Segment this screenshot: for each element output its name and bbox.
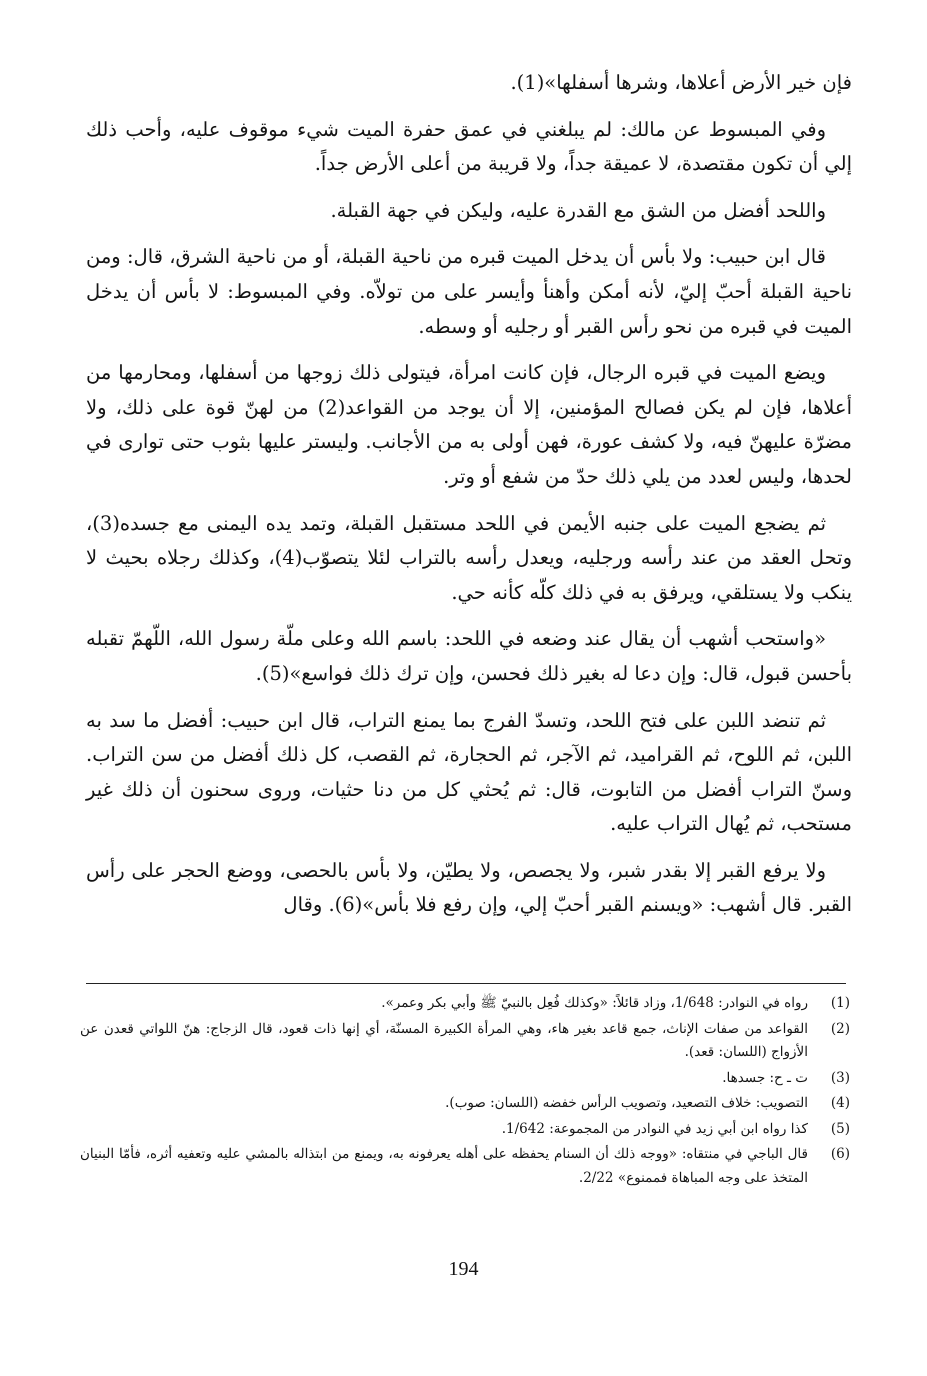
paragraph: ثم يضجع الميت على جنبه الأيمن في اللحد مستقبل القبلة، وتمد يده اليمنى مع جسده(3)، وتحل العقد من عند رأسه ورجليه، ويعدل رأسه بالتراب لئلا يتصوّب(4)، وكذلك رجلاه بحيث لا ينكب ولا يستلقي، ويرفق به في ذلك كلّه كأنه حي. [86, 511, 853, 604]
page-number: 194 [448, 1258, 479, 1280]
footnote-item [80, 1092, 850, 1116]
footnote-number: (1) [830, 995, 850, 1011]
paragraph: ويضع الميت في قبره الرجال، فإن كانت امرأة، فيتولى ذلك زوجها من أسفلها، ومحارمها من أعلاها، فإن لم يكن فصالح المؤمنين، إلا أن يوجد من القواعد(2) من لهنّ قوة على ذلك، ولا مضرّة عليهنّ فيه، ولا كشف عورة، فهن أولى به من الأجانب. وليستر عليها بثوب حتى توارى في لحدها، وليس لعدد من يلي ذلك حدّ من شفع أو وتر. [86, 361, 852, 488]
paragraph: قال ابن حبيب: ولا بأس أن يدخل الميت قبره من ناحية القبلة، أو من ناحية الشرق، قال: ومن ناحية القبلة أحبّ إليّ، لأنه أمكن وأهنأ وأيسر على من تولاّه. وفي المبسوط: لا بأس أن يدخل الميت في قبره من نحو رأس القبر أو رجليه أو وسطه. [86, 245, 852, 338]
footnote-text: التصويب: خلاف التصعيد، وتصويب الرأس خفضه (اللسان: صوب). [445, 1095, 808, 1111]
paragraph: ثم تنضد اللبن على فتح اللحد، وتسدّ الفرج بما يمنع التراب، قال ابن حبيب: أفضل ما سد به اللبن، ثم اللوح، ثم القراميد، ثم الآجر، ثم الحجارة، ثم القصب، كل ذلك أفضل من سن التراب. وسنّ التراب أفضل من التابوت، قال: ثم يُحثي كل من دنا حثيات، وروى سحنون أن ذلك غير مستحب، ثم يُهال التراب عليه. [86, 708, 852, 836]
footnote-text: القواعد من صفات الإناث، جمع قاعد بغير هاء، وهي المرأة الكبيرة المسنّة، أي إنها ذات قعود، قال الزجاج: هنّ اللواتي قعدن عن الأزواج (اللسان: قعد). [80, 1020, 808, 1060]
footnote-divider [86, 983, 846, 984]
footnote-text: رواه في النوادر: 1/648، وزاد قائلاً: «وكذلك فُعِل بالنبيّ ﷺ وأبي بكر وعمر». [381, 995, 808, 1011]
footnote-text: قال الباجي في منتقاه: «ووجه ذلك أن السنام يحفظه على أهله يعرفونه به، ويمنع من ابتذاله بالمشي عليه وتعفيه أثره، فأمّا البنيان المتخذ على وجه المباهاة فممنوع» 2/22. [80, 1146, 808, 1186]
paragraph: فإن خير الأرض أعلاها، وشرها أسفلها»(1). [510, 71, 852, 94]
footnote-text: كذا رواه ابن أبي زيد في النوادر من المجموعة: 1/642. [501, 1120, 808, 1137]
footnote-number: (6) [830, 1146, 850, 1162]
footnote-text: ت ـ ح: جسدها. [722, 1069, 808, 1086]
footnote-item [80, 1018, 850, 1065]
footnote-number: (5) [830, 1120, 850, 1137]
paragraph: واللحد أفضل من الشق مع القدرة عليه، وليكن في جهة القبلة. [330, 198, 826, 222]
footnotes [80, 992, 850, 1192]
footnote-item [80, 1067, 850, 1091]
paragraph: ولا يرفع القبر إلا بقدر شبر، ولا يجصص، ولا يطيّن، ولا بأس بالحصى، ووضع الحجر على رأس القبر. قال أشهب: «ويسنم القبر أحبّ إلي، وإن رفع فلا بأس»(6). وقال [86, 858, 852, 917]
main-text [86, 66, 852, 935]
paragraph: وفي المبسوط عن مالك: لم يبلغني في عمق حفرة الميت شيء موقوف عليه، وأحب ذلك إلي أن تكون مقتصدة، لا عميقة جداً، ولا قريبة من أعلى الأرض جداً. [86, 117, 852, 176]
footnote-number: (3) [830, 1069, 850, 1086]
footnote-number: (4) [830, 1095, 850, 1111]
footnote-number: (2) [830, 1020, 850, 1037]
footnote-item [80, 1143, 850, 1190]
paragraph: «واستحب أشهب أن يقال عند وضعه في اللحد: باسم الله وعلى ملّة رسول الله، اللّهمّ تقبله بأحسن قبول، قال: وإن دعا له بغير ذلك فحسن، وإن ترك ذلك فواسع»(5). [86, 627, 852, 685]
footnote-item [80, 992, 850, 1016]
footnote-item [80, 1118, 850, 1142]
